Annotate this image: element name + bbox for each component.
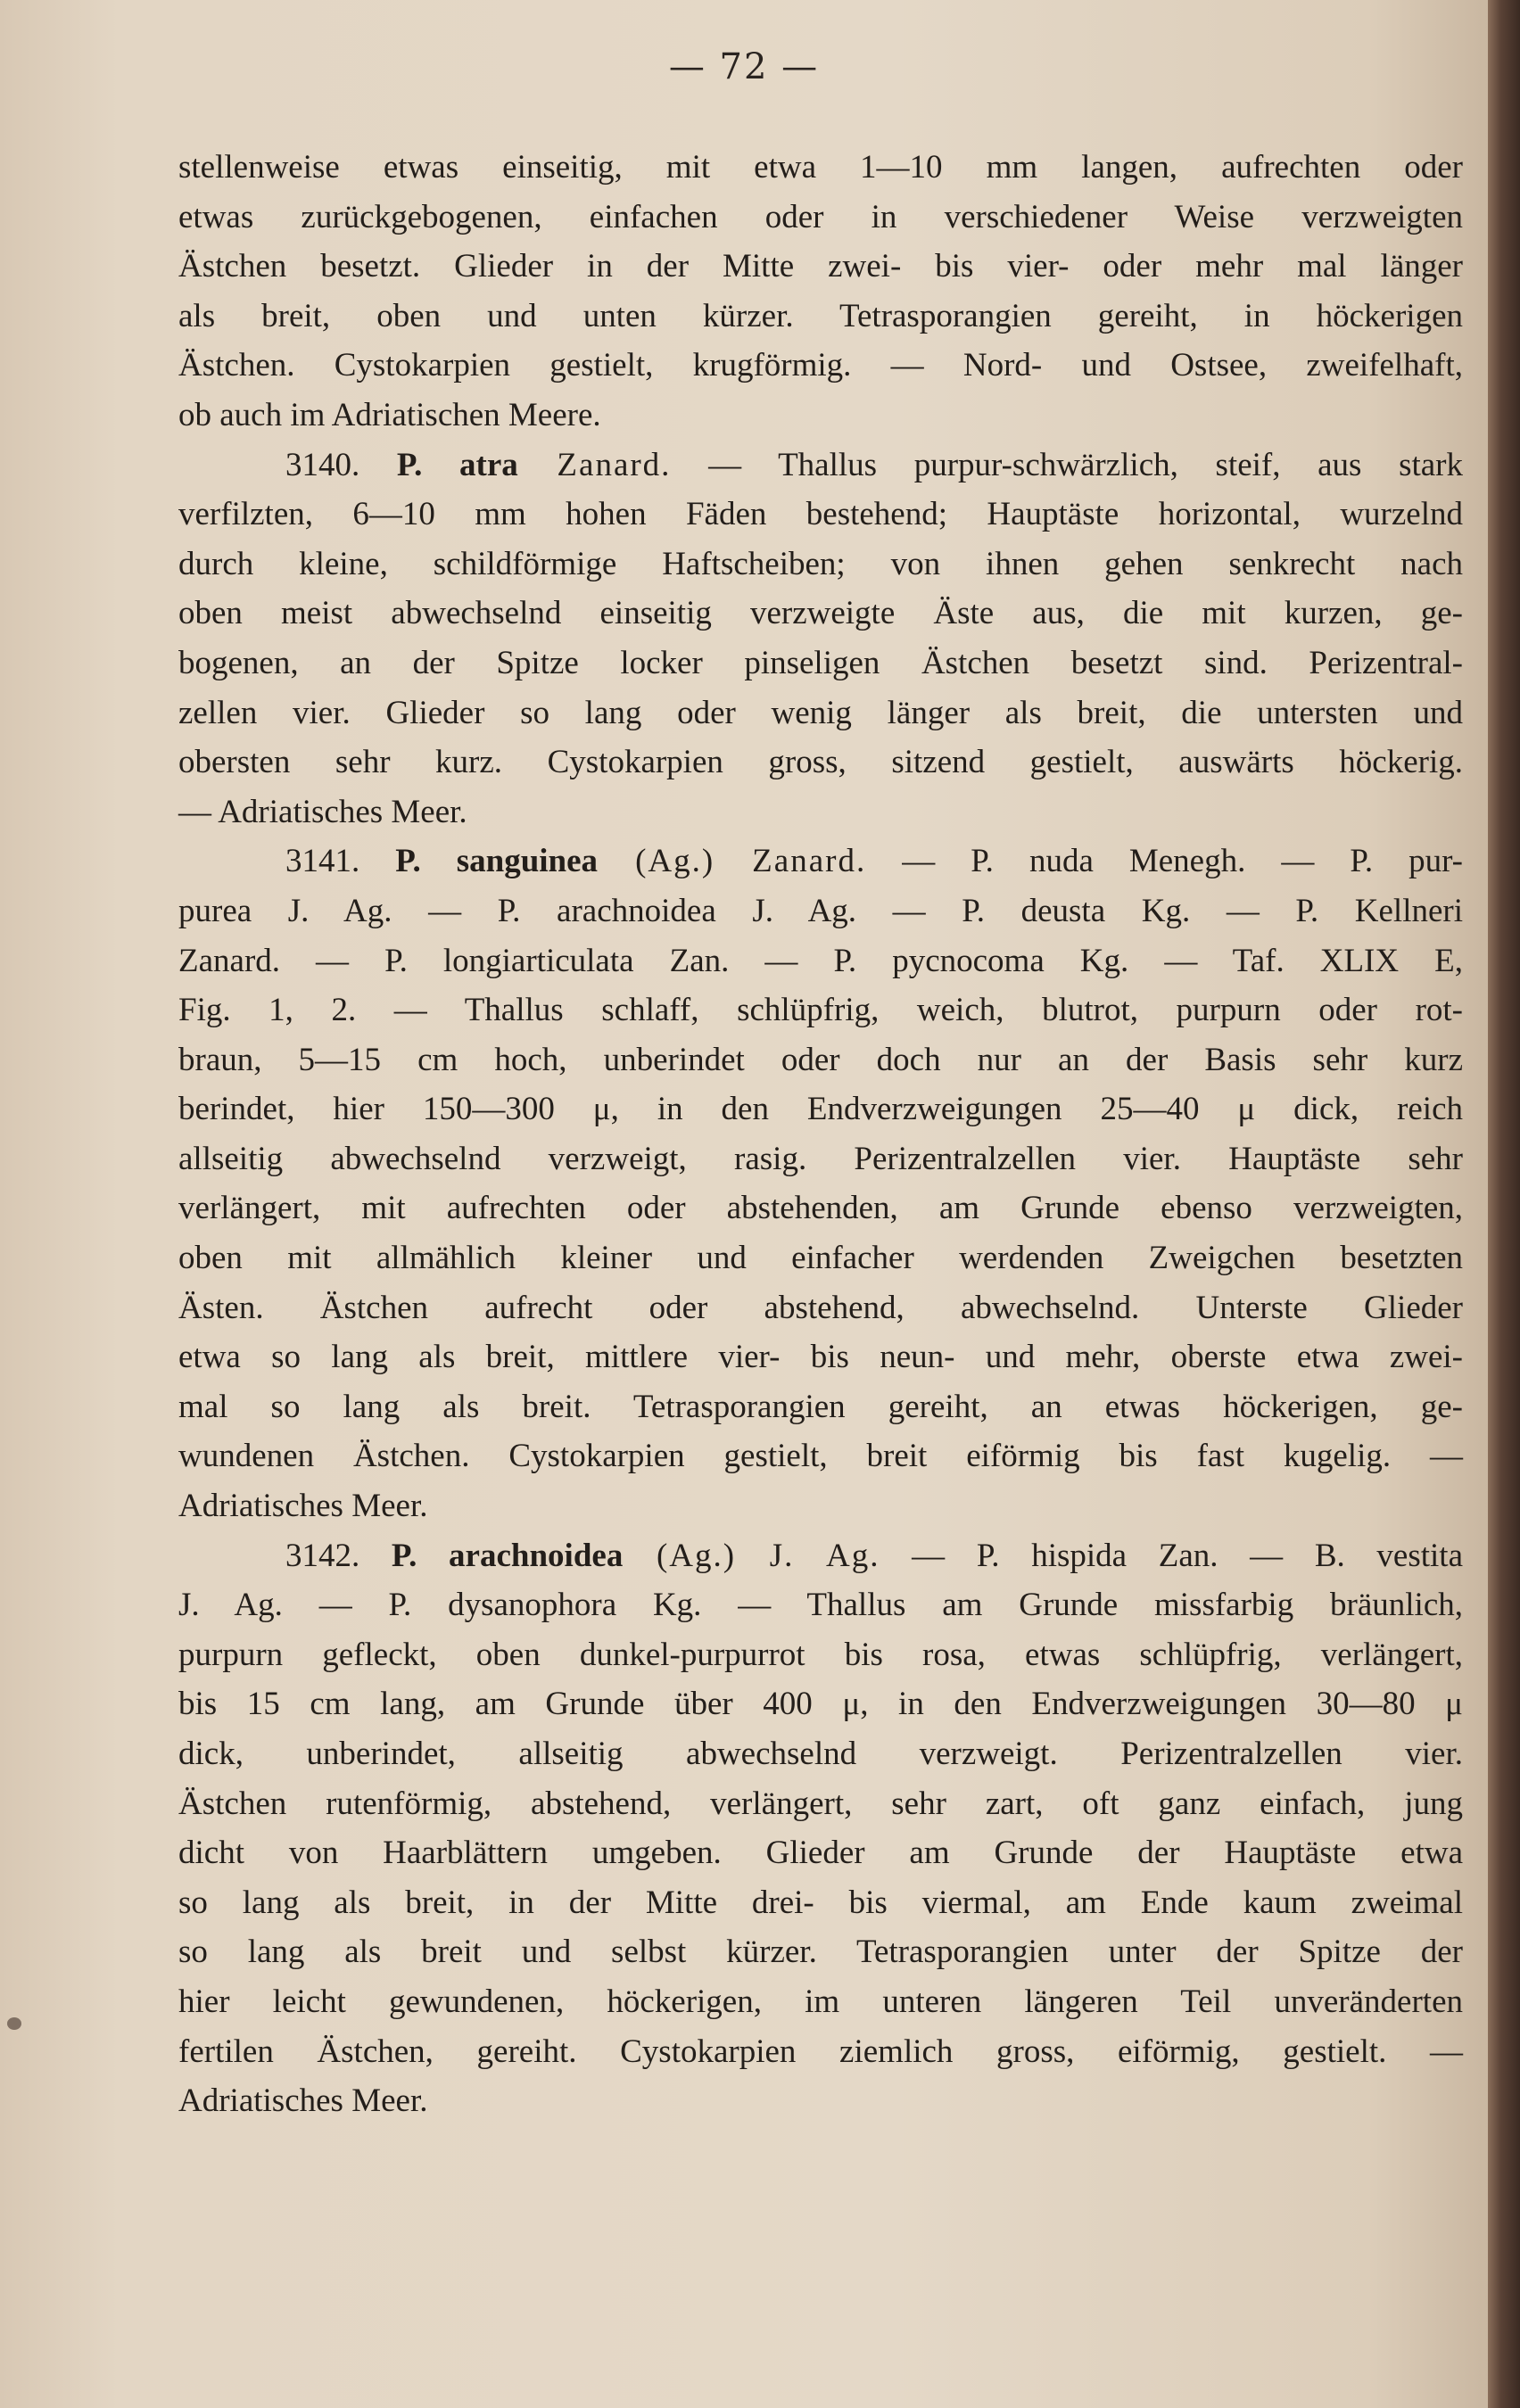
text-line: etwas zurückgebogenen, einfachen oder in verschiedener Weise verzweigten: [178, 198, 1463, 235]
species-name: P. sanguinea: [395, 843, 599, 880]
text-line: J. Ag. — P. dysanophora Kg. — Thallus am Grunde missfarbig bräunlich,: [178, 1587, 1463, 1624]
text-line: purpurn gefleckt, oben dunkel-purpurrot bis rosa, etwas schlüpfrig, verlängert,: [178, 1636, 1463, 1673]
text-line: hier leicht gewundenen, höckerigen, im unteren längeren Teil unveränderten: [178, 1983, 1463, 2020]
text-line: Ästchen rutenförmig, abstehend, verlängert, sehr zart, oft ganz einfach, jung: [178, 1785, 1463, 1822]
text-line: braun, 5—15 cm hoch, unberindet oder doch nur an der Basis sehr kurz: [178, 1041, 1463, 1078]
entry-number: 3142.: [285, 1537, 392, 1574]
text-line: purea J. Ag. — P. arachnoidea J. Ag. — P. deusta Kg. — P. Kellneri: [178, 892, 1463, 929]
text-line: wundenen Ästchen. Cystokarpien gestielt, breit eiförmig bis fast kugelig. —: [178, 1438, 1463, 1475]
text-line: stellenweise etwas einseitig, mit etwa 1—10 mm langen, aufrechten oder: [178, 149, 1463, 186]
text-line: [178, 441, 1463, 491]
species-name: P. arachnoidea: [391, 1537, 624, 1574]
text-line: [178, 1531, 1463, 1581]
text-line: oben meist abwechselnd einseitig verzweigte Äste aus, die mit kurzen, ge-: [178, 595, 1463, 632]
text-line: [178, 837, 1463, 887]
text-line: dicht von Haarblättern umgeben. Glieder am Grunde der Hauptäste etwa: [178, 1835, 1463, 1872]
text-line: oben mit allmählich kleiner und einfacher werdenden Zweigchen besetzten: [178, 1240, 1463, 1277]
text-line: so lang als breit, in der Mitte drei- bis viermal, am Ende kaum zweimal: [178, 1884, 1463, 1921]
text-line: zellen vier. Glieder so lang oder wenig länger als breit, die untersten und: [178, 694, 1463, 731]
text-line: mal so lang als breit. Tetrasporangien gereiht, an etwas höckerigen, ge-: [178, 1388, 1463, 1425]
book-spine-edge: [1488, 0, 1520, 2408]
text-line: dick, unberindet, allseitig abwechselnd verzweigt. Perizentralzellen vier.: [178, 1736, 1463, 1772]
entry-number: 3140.: [285, 446, 397, 483]
text-line: Ästen. Ästchen aufrecht oder abstehend, abwechselnd. Unterste Glieder: [178, 1289, 1463, 1326]
text-line: durch kleine, schildförmige Haftscheiben; von ihnen gehen senkrecht nach: [178, 545, 1463, 582]
text-line: allseitig abwechselnd verzweigt, rasig. Perizentralzellen vier. Hauptäste sehr: [178, 1140, 1463, 1177]
text-line: Adriatisches Meer.: [178, 2082, 428, 2120]
species-author: Zanard.: [517, 446, 672, 483]
text-line: obersten sehr kurz. Cystokarpien gross, sitzend gestielt, auswärts höckerig.: [178, 744, 1463, 781]
text-line: Adriatisches Meer.: [178, 1488, 428, 1525]
text-line: ob auch im Adriatischen Meere.: [178, 396, 601, 433]
ink-smudge: [7, 2017, 21, 2030]
species-author: (Ag.) J. Ag.: [623, 1537, 880, 1574]
text-line: so lang als breit und selbst kürzer. Tetrasporangien unter der Spitze der: [178, 1934, 1463, 1971]
species-name: P. atra: [396, 446, 518, 483]
entry-text: — Thallus purpur-schwärzlich, steif, aus stark: [671, 446, 1464, 483]
text-line: — Adriatisches Meer.: [178, 793, 467, 830]
text-line: bis 15 cm lang, am Grunde über 400 μ, in den Endverzweigungen 30—80 μ: [178, 1686, 1463, 1723]
text-line: fertilen Ästchen, gereiht. Cystokarpien ziemlich gross, eiförmig, gestielt. —: [178, 2033, 1463, 2070]
species-author: (Ag.) Zanard.: [598, 843, 867, 880]
text-line: verfilzten, 6—10 mm hohen Fäden bestehend; Hauptäste horizontal, wurzelnd: [178, 496, 1463, 533]
entry-number: 3141.: [285, 843, 396, 880]
text-line: Ästchen besetzt. Glieder in der Mitte zwei- bis vier- oder mehr mal länger: [178, 248, 1463, 285]
text-line: Zanard. — P. longiarticulata Zan. — P. pycnocoma Kg. — Taf. XLIX E,: [178, 942, 1463, 979]
text-line: Fig. 1, 2. — Thallus schlaff, schlüpfrig, weich, blutrot, purpurn oder rot-: [178, 992, 1463, 1029]
body-text: [178, 143, 1463, 2126]
text-line: berindet, hier 150—300 μ, in den Endverzweigungen 25—40 μ dick, reich: [178, 1091, 1463, 1128]
text-line: Ästchen. Cystokarpien gestielt, krugförmig. — Nord- und Ostsee, zweifelhaft,: [178, 347, 1463, 384]
page-number: — 72 —: [668, 46, 820, 87]
entry-text: — P. hispida Zan. — B. vestita: [880, 1537, 1464, 1574]
entry-text: — P. nuda Menegh. — P. pur-: [866, 843, 1463, 880]
text-line: verlängert, mit aufrechten oder abstehenden, am Grunde ebenso verzweigten,: [178, 1190, 1463, 1227]
text-line: bogenen, an der Spitze locker pinseligen Ästchen besetzt sind. Perizentral-: [178, 644, 1463, 681]
text-line: etwa so lang als breit, mittlere vier- bis neun- und mehr, oberste etwa zwei-: [178, 1339, 1463, 1376]
text-line: als breit, oben und unten kürzer. Tetrasporangien gereiht, in höckerigen: [178, 297, 1463, 334]
